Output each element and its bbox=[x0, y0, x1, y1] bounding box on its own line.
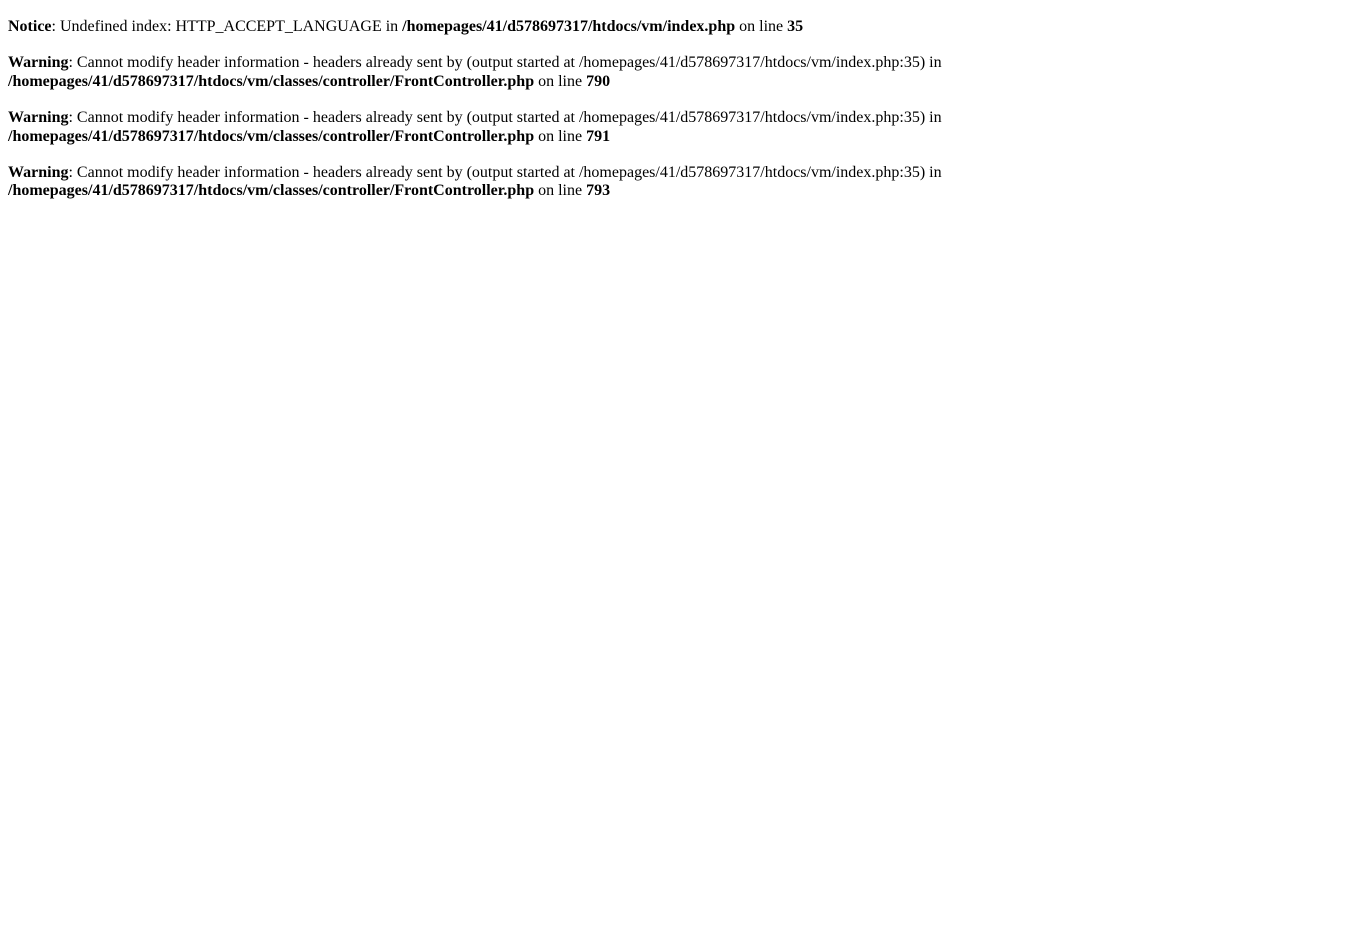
message-file-path: /homepages/41/d578697317/htdocs/vm/classes/controller/FrontController.php bbox=[8, 182, 535, 200]
message-online-label: on line bbox=[534, 72, 587, 90]
php-error-output bbox=[0, 0, 1350, 227]
message-separator: : bbox=[51, 18, 60, 35]
php-message bbox=[8, 109, 1342, 146]
message-line-number: 791 bbox=[586, 127, 611, 145]
message-file-path: /homepages/41/d578697317/htdocs/vm/classes/controller/FrontController.php bbox=[8, 72, 535, 90]
message-separator: : bbox=[68, 54, 77, 72]
message-level: Warning bbox=[8, 109, 69, 127]
php-message bbox=[8, 164, 1342, 201]
message-line-number: 793 bbox=[586, 182, 611, 200]
message-text: Cannot modify header information - headers already sent by (output started at /homepages/41/d578697317/htdocs/vm/index.php:35) in bbox=[76, 54, 942, 72]
message-line-number: 790 bbox=[586, 72, 611, 90]
message-online-label: on line bbox=[534, 182, 587, 200]
message-online-label: on line bbox=[534, 127, 587, 145]
message-level: Warning bbox=[8, 163, 69, 181]
message-file-path: /homepages/41/d578697317/htdocs/vm/classes/controller/FrontController.php bbox=[8, 127, 535, 145]
message-text: Cannot modify header information - headers already sent by (output started at /homepages/41/d578697317/htdocs/vm/index.php:35) in bbox=[76, 163, 942, 181]
message-level: Notice bbox=[8, 18, 52, 35]
message-level: Warning bbox=[8, 54, 69, 72]
message-separator: : bbox=[68, 109, 77, 127]
php-message bbox=[8, 54, 1342, 91]
php-message bbox=[8, 18, 1342, 36]
message-text: Undefined index: HTTP_ACCEPT_LANGUAGE in bbox=[59, 18, 403, 35]
message-file-path: /homepages/41/d578697317/htdocs/vm/index.php bbox=[402, 18, 736, 35]
message-text: Cannot modify header information - headers already sent by (output started at /homepages/41/d578697317/htdocs/vm/index.php:35) in bbox=[76, 109, 942, 127]
message-separator: : bbox=[68, 163, 77, 181]
message-line-number: 35 bbox=[787, 18, 804, 35]
message-online-label: on line bbox=[735, 18, 788, 35]
